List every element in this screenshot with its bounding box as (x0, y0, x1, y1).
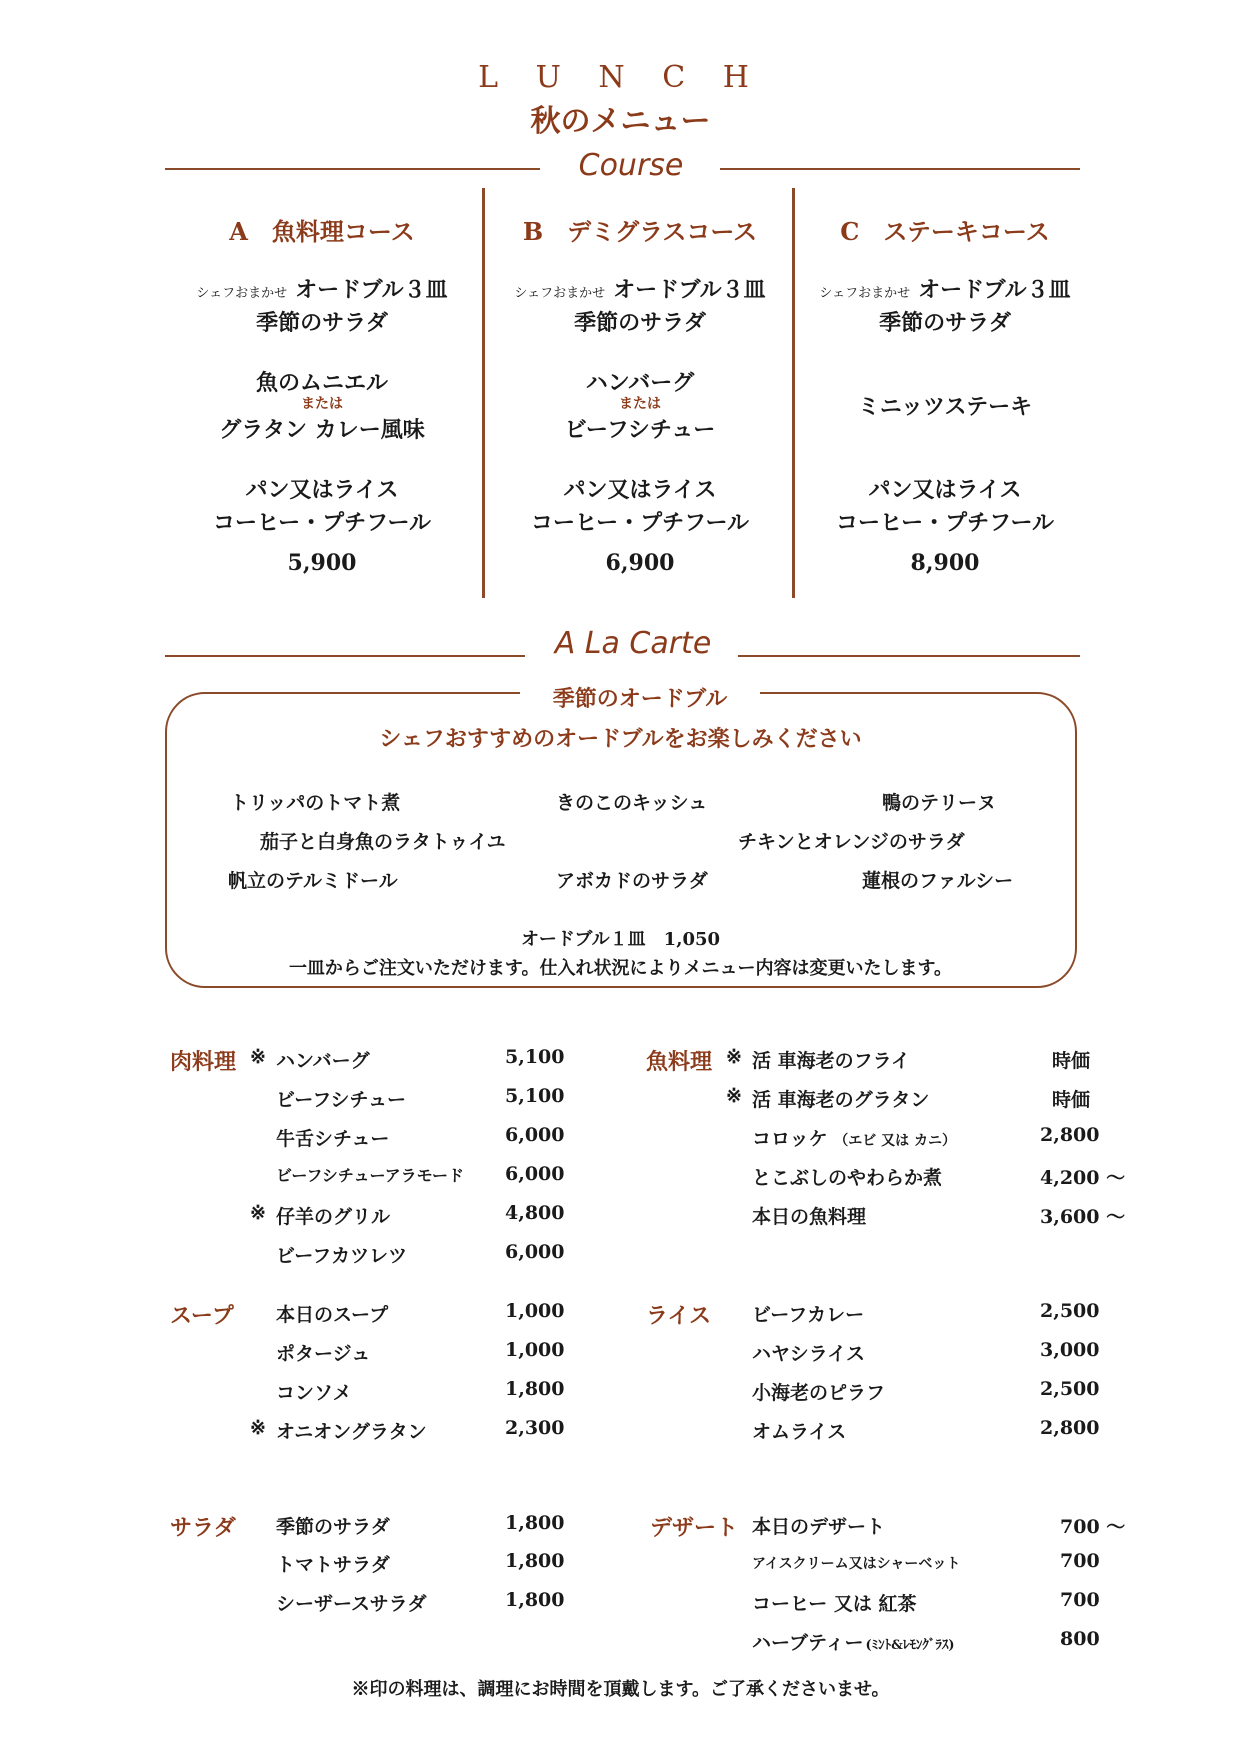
hors-item: 蓮根のファルシー (862, 870, 1014, 892)
hors-item: きのこのキッシュ (556, 792, 708, 814)
menu-item: ビーフシチューアラモード (276, 1166, 465, 1185)
course-c-hors (795, 273, 1095, 304)
menu-item: ポタージュ (276, 1343, 371, 1365)
menu-subtitle: 秋のメニュー (530, 104, 711, 139)
menu-price: 1,800 (505, 1378, 565, 1400)
course-b-bread: パン又はライス (563, 477, 717, 503)
menu-price: 3,600 ～ (1040, 1206, 1126, 1228)
menu-price: 700 (1060, 1589, 1100, 1611)
menu-item-name: コロッケ (752, 1128, 828, 1150)
menu-price: 2,500 (1040, 1378, 1100, 1400)
course-rule-right (720, 168, 1080, 170)
menu-price: 4,800 (505, 1202, 565, 1224)
menu-item (752, 1628, 955, 1655)
menu-item: ビーフカレー (752, 1304, 865, 1326)
menu-price: 2,300 (505, 1417, 565, 1439)
course-b-or: または (619, 396, 661, 412)
menu-price: 時価 (1052, 1050, 1091, 1072)
menu-item: ハヤシライス (752, 1343, 866, 1365)
menu-item: コンソメ (276, 1382, 352, 1404)
course-b-name: B デミグラスコース (522, 217, 758, 246)
menu-item: ハンバーグ (276, 1050, 370, 1072)
menu-mark: ※ (726, 1046, 742, 1068)
course-c-main: ミニッツステーキ (857, 394, 1033, 420)
course-a-price: 5,900 (287, 550, 357, 576)
menu-item: 牛舌シチュー (276, 1128, 390, 1150)
menu-item: 活 車海老のグラタン (752, 1089, 930, 1111)
hors-item: チキンとオレンジのサラダ (738, 831, 965, 853)
course-rule-left (165, 168, 540, 170)
menu-item: 季節のサラダ (276, 1516, 390, 1538)
menu-item: トマトサラダ (276, 1554, 390, 1576)
menu-item: 本日の魚料理 (752, 1206, 867, 1228)
menu-item-sub: (ﾐﾝﾄ&ﾚﾓﾝｸﾞﾗｽ) (865, 1638, 955, 1653)
course-c-bread: パン又はライス (868, 477, 1022, 503)
course-b-price: 6,900 (605, 550, 675, 576)
course-a-name: A 魚料理コース (229, 217, 415, 246)
meat-label: 肉料理 (170, 1049, 237, 1075)
course-c-coffee: コーヒー・プチフール (835, 510, 1055, 536)
course-heading: Course (578, 148, 684, 183)
menu-title: L U N C H (478, 60, 763, 95)
menu-item: ビーフシチュー (276, 1089, 406, 1111)
course-a-chef: シェフおまかせ (196, 286, 288, 301)
menu-price: 2,500 (1040, 1300, 1100, 1322)
menu-price: 1,800 (505, 1589, 565, 1611)
menu-price: 2,800 (1040, 1124, 1100, 1146)
course-a-hors-label: オードブル３皿 (295, 277, 448, 303)
menu-price: 800 (1060, 1628, 1100, 1650)
menu-price: 2,800 (1040, 1417, 1100, 1439)
soup-label: スープ (170, 1303, 234, 1329)
menu-item: 本日のスープ (276, 1304, 389, 1326)
menu-price: 4,200 ～ (1040, 1167, 1126, 1189)
menu-price: 5,100 (505, 1085, 565, 1107)
menu-price: 6,000 (505, 1124, 565, 1146)
menu-price: 3,000 (1040, 1339, 1100, 1361)
hors-price: オードブル１皿 1,050 (520, 929, 721, 950)
hors-item: 茄子と白身魚のラタトゥイユ (260, 831, 506, 853)
hors-box-subtitle: シェフおすすめのオードブルをお楽しみください (379, 726, 862, 752)
hors-item: 帆立のテルミドール (228, 870, 398, 892)
menu-mark: ※ (250, 1046, 266, 1068)
menu-item (752, 1124, 956, 1151)
menu-item: ビーフカツレツ (276, 1245, 408, 1267)
menu-price: 6,000 (505, 1241, 565, 1263)
menu-mark: ※ (250, 1202, 266, 1224)
menu-price: 6,000 (505, 1163, 565, 1185)
course-b-chef: シェフおまかせ (514, 286, 606, 301)
menu-price: 1,800 (505, 1550, 565, 1572)
menu-mark: ※ (250, 1417, 266, 1439)
hors-item: 鴨のテリーヌ (882, 792, 997, 814)
menu-item: とこぶしのやわらか煮 (752, 1167, 943, 1189)
course-a-salad: 季節のサラダ (256, 310, 388, 336)
menu-price: 1,000 (505, 1300, 565, 1322)
fish-label: 魚料理 (646, 1049, 713, 1075)
course-b-hors (490, 273, 790, 304)
alacarte-rule-left (165, 655, 525, 657)
course-a-hors (172, 273, 472, 304)
hors-item: トリッパのトマト煮 (230, 792, 401, 814)
course-a-bread: パン又はライス (245, 477, 399, 503)
menu-item: 本日のデザート (752, 1516, 886, 1538)
course-b-hors-label: オードブル３皿 (613, 277, 766, 303)
alacarte-rule-right (738, 655, 1080, 657)
course-c-name: C ステーキコース (840, 217, 1050, 246)
course-a-coffee: コーヒー・プチフール (212, 510, 432, 536)
menu-price: 700 ～ (1060, 1516, 1126, 1538)
salad-label: サラダ (170, 1515, 236, 1541)
dessert-label: デザート (650, 1515, 739, 1541)
menu-item: オムライス (752, 1421, 847, 1443)
course-c-price: 8,900 (910, 550, 980, 576)
menu-price: 700 (1060, 1550, 1100, 1572)
hors-item: アボカドのサラダ (556, 870, 708, 892)
menu-item-sub: （エビ 又は カニ） (834, 1133, 956, 1149)
course-a-main2: グラタン カレー風味 (219, 417, 425, 443)
course-b-salad: 季節のサラダ (574, 310, 706, 336)
course-divider-1 (482, 188, 485, 598)
course-b-main2: ビーフシチュー (564, 417, 716, 443)
alacarte-heading: A La Carte (554, 626, 712, 661)
menu-item: アイスクリーム又はシャーベット (752, 1556, 961, 1572)
course-c-chef: シェフおまかせ (819, 286, 911, 301)
menu-price: 1,000 (505, 1339, 565, 1361)
rice-label: ライス (646, 1303, 712, 1329)
course-b-coffee: コーヒー・プチフール (530, 510, 750, 536)
course-a-or: または (301, 396, 343, 412)
menu-price: 1,800 (505, 1512, 565, 1534)
menu-item: シーザースサラダ (276, 1593, 427, 1615)
course-c-hors-label: オードブル３皿 (918, 277, 1071, 303)
menu-item: 仔羊のグリル (276, 1206, 391, 1228)
menu-item: 活 車海老のフライ (752, 1050, 911, 1072)
menu-item: 小海老のピラフ (752, 1382, 886, 1404)
course-c-salad: 季節のサラダ (879, 310, 1011, 336)
course-a-main1: 魚のムニエル (255, 370, 388, 396)
menu-item: コーヒー 又は 紅茶 (752, 1593, 917, 1615)
menu-price: 時価 (1052, 1089, 1091, 1111)
menu-item-name: ハーブティー (752, 1632, 864, 1654)
menu-item: オニオングラタン (276, 1421, 427, 1443)
menu-mark: ※ (726, 1085, 742, 1107)
menu-price: 5,100 (505, 1046, 565, 1068)
footer-note: ※印の料理は、調理にお時間を頂戴します。ご了承くださいませ。 (351, 1679, 890, 1700)
hors-box-title: 季節のオードブル (520, 682, 760, 713)
hors-note: 一皿からご注文いただけます。仕入れ状況によりメニュー内容は変更いたします。 (288, 958, 953, 979)
course-b-main1: ハンバーグ (585, 370, 695, 396)
